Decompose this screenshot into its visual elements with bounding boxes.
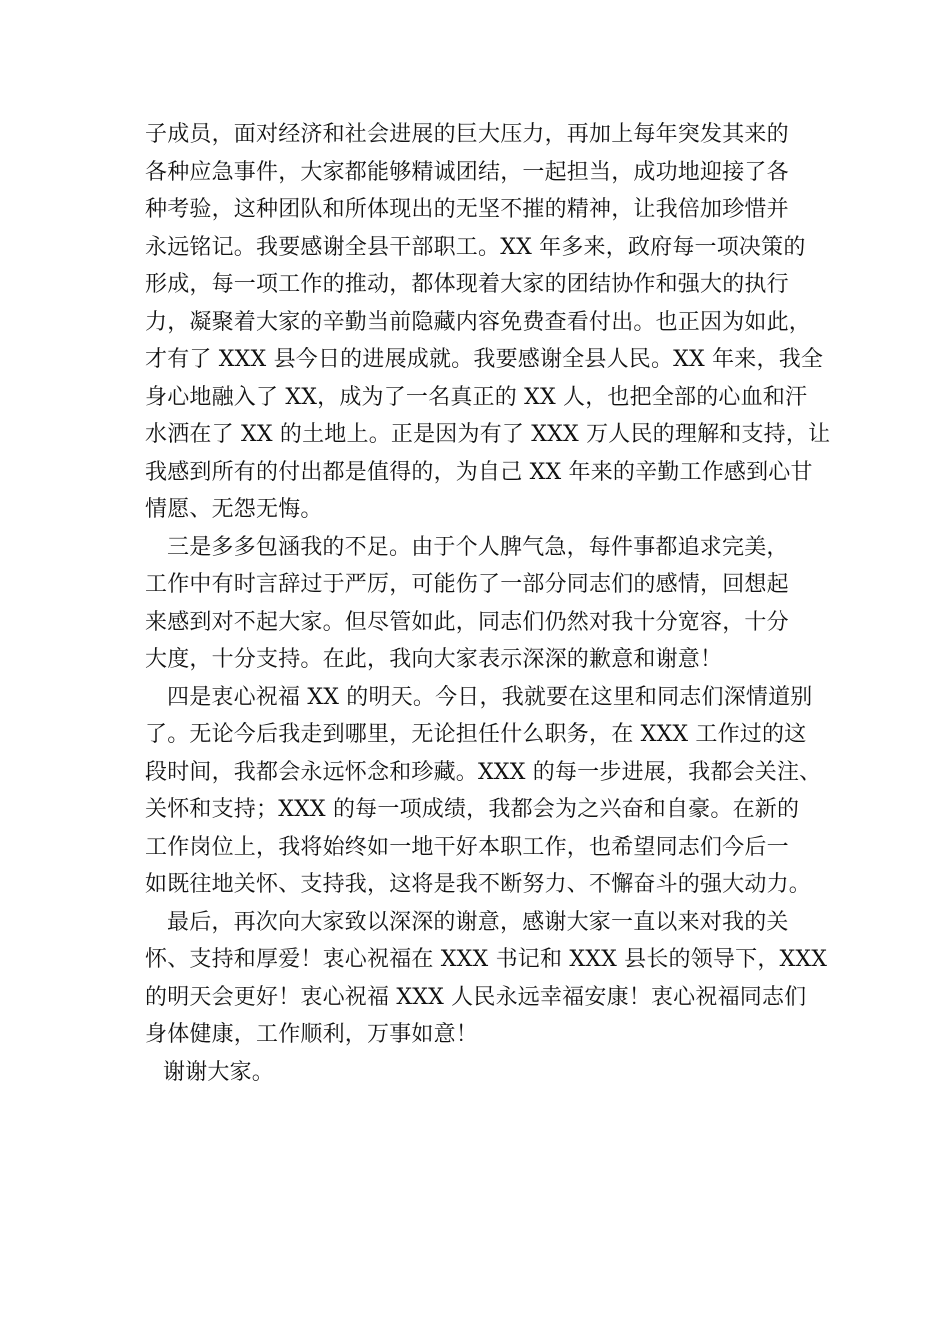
text-line: 怀、支持和厚爱！衷心祝福在 XXX 书记和 XXX 县长的领导下，XXX: [145, 947, 828, 972]
text-line: 情愿、无怨无悔。: [145, 497, 323, 522]
text-line: 水洒在了 XX 的土地上。正是因为有了 XXX 万人民的理解和支持，让: [145, 422, 831, 447]
text-line: 种考验，这种团队和所体现出的无坚不摧的精神，让我倍加珍惜并: [145, 197, 789, 222]
text-line: 我感到所有的付出都是值得的，为自己 XX 年来的辛勤工作感到心甘: [145, 459, 813, 485]
text-line: 永远铭记。我要感谢全县干部职工。XX 年多来，政府每一项决策的: [145, 234, 806, 260]
text-line: 才有了 XXX 县今日的进展成就。我要感谢全县人民。XX 年来，我全: [145, 347, 824, 372]
document-body: [145, 116, 831, 1091]
closing-line: 谢谢大家。: [163, 1059, 275, 1085]
paragraph-start-line: 三是多多包涵我的不足。由于个人脾气急，每件事都追求完美，: [167, 534, 789, 560]
text-line: 了。无论今后我走到哪里，无论担任什么职务，在 XXX 工作过的这: [145, 722, 807, 747]
text-line: 各种应急事件，大家都能够精诚团结，一起担当，成功地迎接了各: [145, 159, 789, 185]
text-line: 身体健康，工作顺利，万事如意！: [145, 1022, 479, 1047]
text-line: 工作中有时言辞过于严厉，可能伤了一部分同志们的感情，回想起: [145, 572, 789, 597]
text-line: 关怀和支持；XXX 的每一项成绩，我都会为之兴奋和自豪。在新的: [145, 797, 800, 822]
text-line: 大度，十分支持。在此，我向大家表示深深的歉意和谢意！: [145, 647, 723, 672]
paragraph-start-line: 最后，再次向大家致以深深的谢意，感谢大家一直以来对我的关: [167, 909, 789, 935]
text-line: 如既往地关怀、支持我，这将是我不断努力、不懈奋斗的强大动力。: [145, 872, 812, 897]
text-line: 形成，每一项工作的推动，都体现着大家的团结协作和强大的执行: [145, 272, 789, 297]
text-line: 力，凝聚着大家的辛勤当前隐藏内容免费查看付出。也正因为如此，: [145, 309, 812, 335]
text-line: 子成员，面对经济和社会进展的巨大压力，再加上每年突发其来的: [145, 122, 789, 147]
text-line: 身心地融入了 XX，成为了一名真正的 XX 人，也把全部的心血和汗: [145, 384, 808, 410]
text-line: 工作岗位上，我将始终如一地干好本职工作，也希望同志们今后一: [145, 834, 789, 860]
text-line: 来感到对不起大家。但尽管如此，同志们仍然对我十分宽容，十分: [145, 609, 789, 635]
paragraph-start-line: 四是衷心祝福 XX 的明天。今日，我就要在这里和同志们深情道别: [167, 684, 813, 710]
text-line: 段时间，我都会永远怀念和珍藏。XXX 的每一步进展，我都会关注、: [145, 759, 822, 785]
text-line: 的明天会更好！衷心祝福 XXX 人民永远幸福安康！衷心祝福同志们: [145, 984, 807, 1010]
